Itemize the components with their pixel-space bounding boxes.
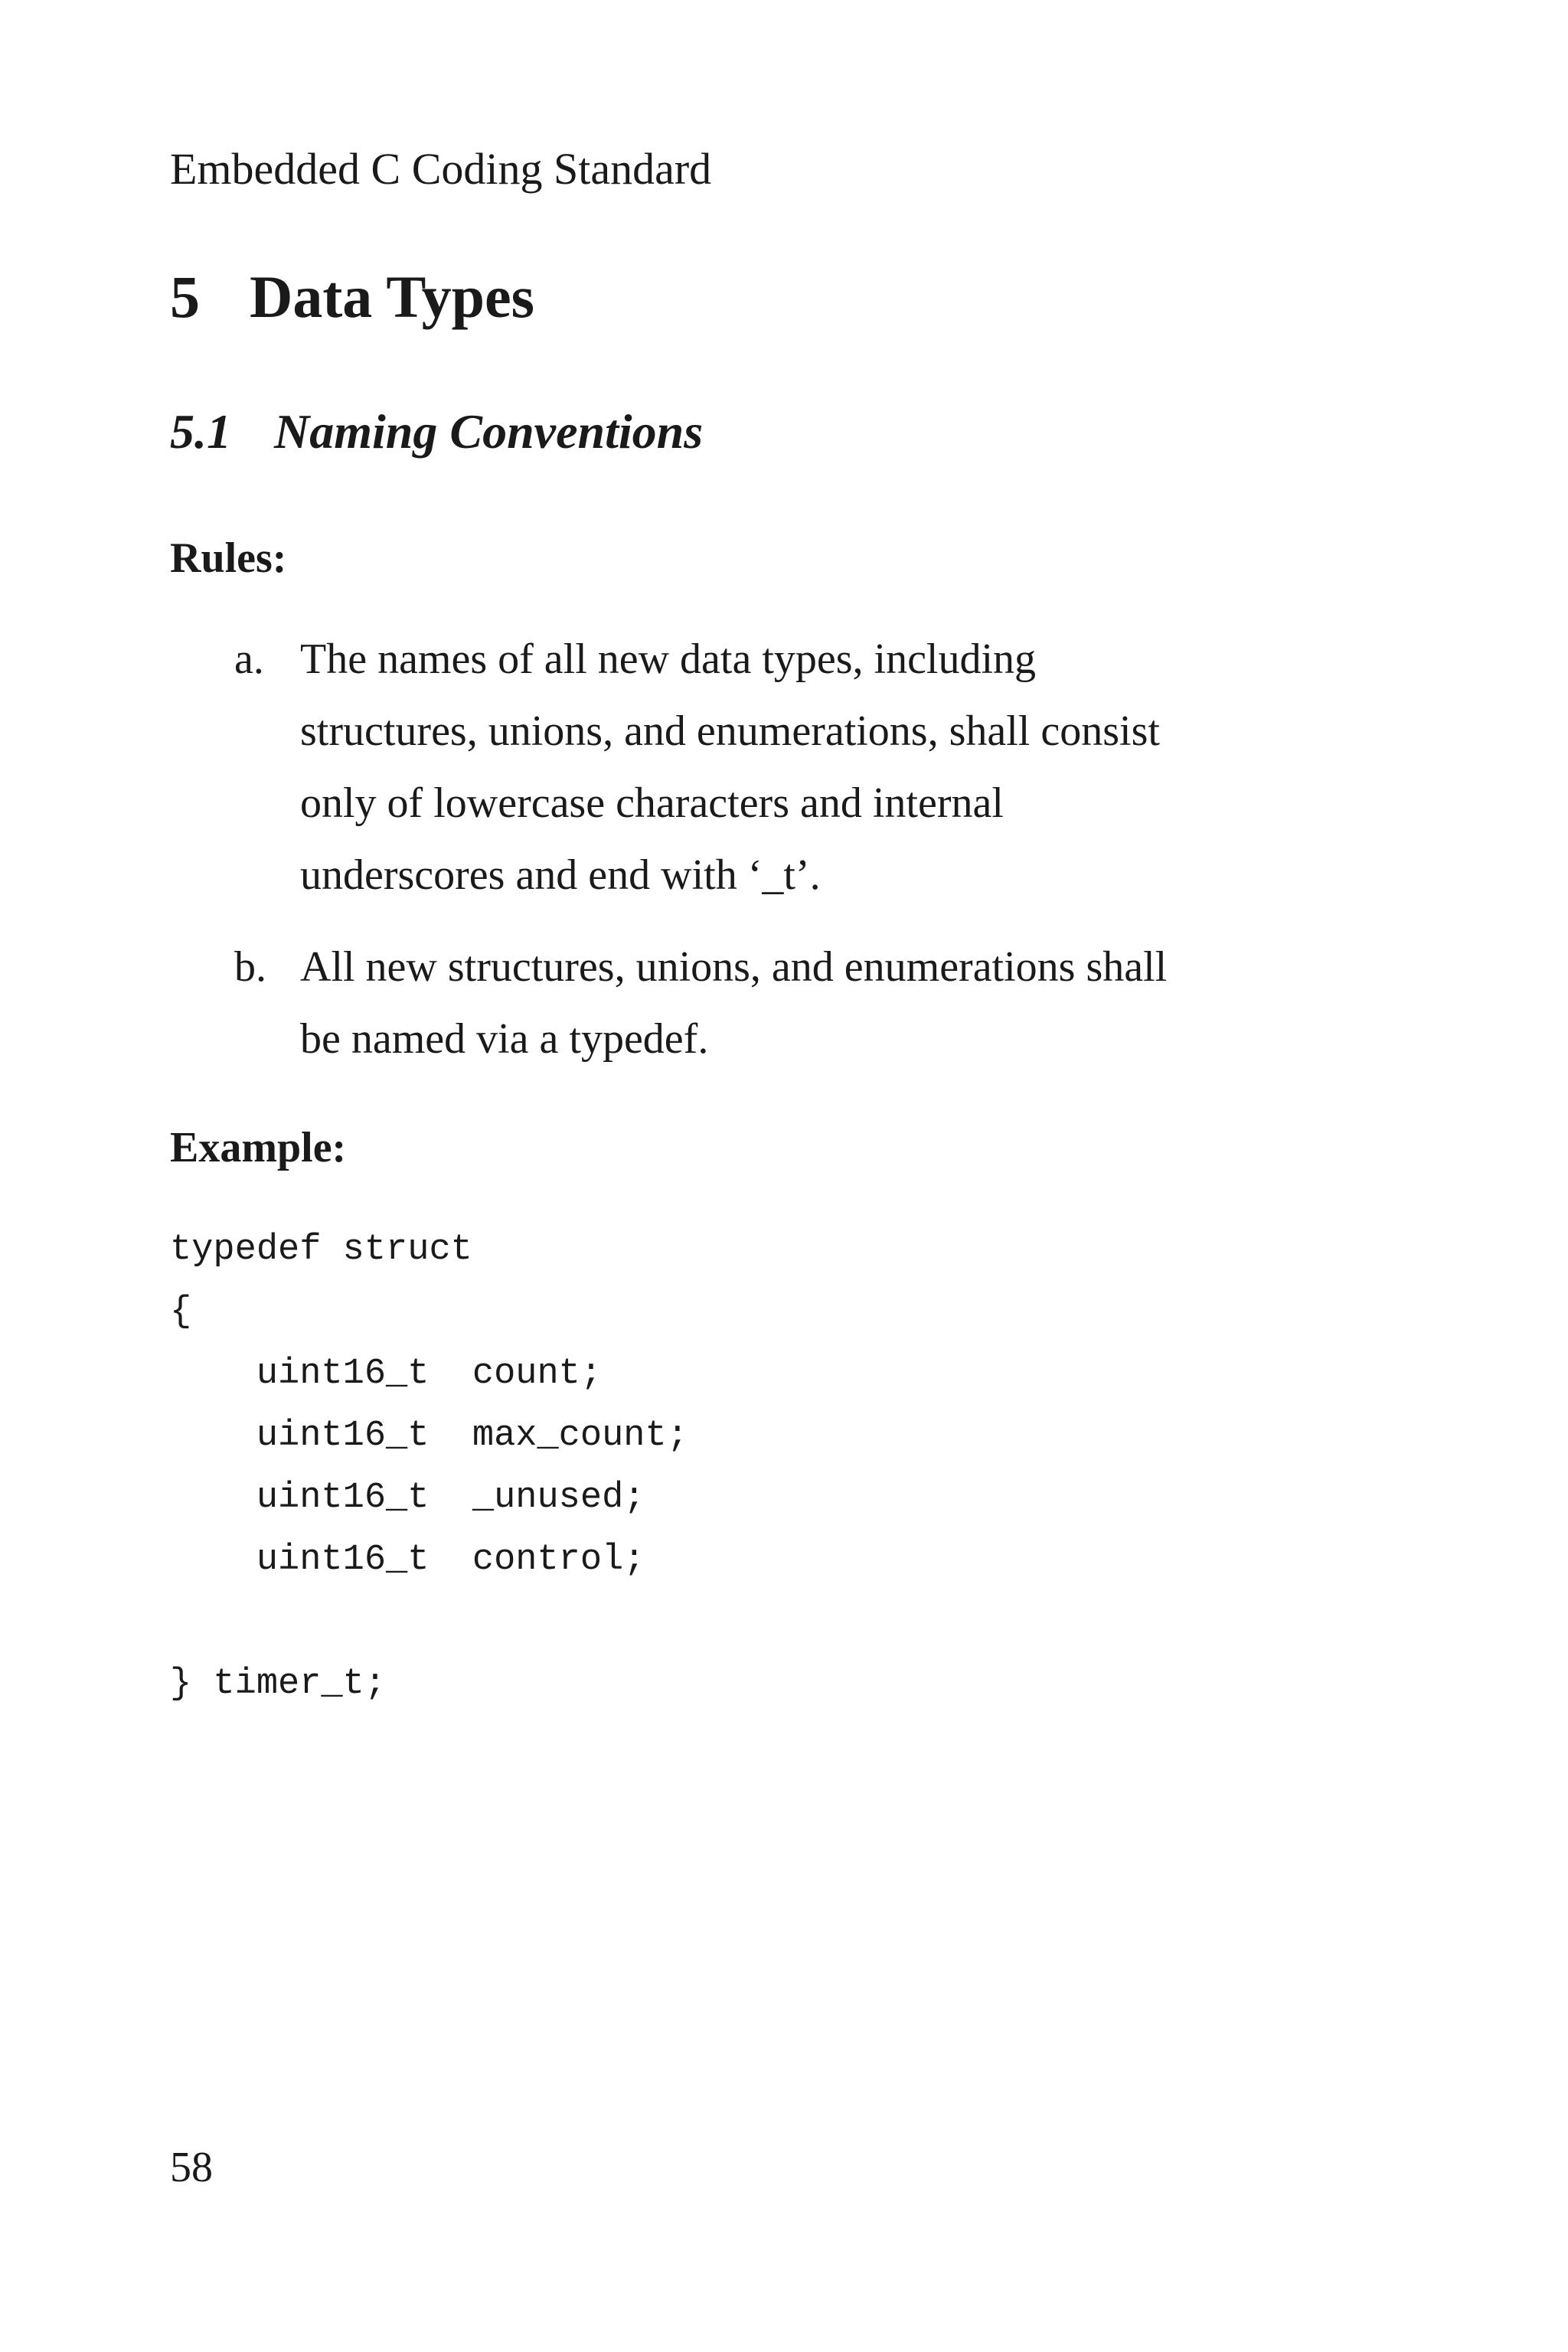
rule-line: All new structures, unions, and enumerations shall	[300, 943, 1168, 991]
code-line: uint16_t max_count;	[170, 1416, 688, 1456]
code-line: uint16_t control;	[170, 1540, 645, 1580]
rule-text	[300, 931, 1326, 1075]
rule-marker: a.	[234, 635, 264, 683]
rules-label: Rules:	[170, 534, 287, 582]
rule-line: structures, unions, and enumerations, shall consist	[300, 707, 1160, 755]
rule-text	[300, 623, 1326, 911]
rule-line: be named via a typedef.	[300, 1015, 709, 1063]
section-title: Naming Conventions	[274, 404, 704, 459]
example-label: Example:	[170, 1124, 347, 1171]
rule-marker: b.	[234, 943, 266, 991]
running-head: Embedded C Coding Standard	[170, 144, 712, 194]
section-number: 5.1	[170, 404, 231, 459]
chapter-title: Data Types	[250, 263, 534, 330]
code-line: } timer_t;	[170, 1664, 387, 1704]
code-example	[170, 1219, 688, 1715]
rule-line: The names of all new data types, including	[300, 635, 1037, 683]
code-line: uint16_t _unused;	[170, 1478, 645, 1518]
section-heading	[170, 401, 703, 462]
chapter-number: 5	[170, 263, 200, 330]
rule-line: underscores and end with ‘_t’.	[300, 851, 821, 899]
code-line: typedef struct	[170, 1230, 472, 1270]
rule-line: only of lowercase characters and internal	[300, 779, 1004, 827]
code-line: uint16_t count;	[170, 1354, 603, 1394]
code-line: {	[170, 1292, 192, 1332]
code-line	[170, 1591, 688, 1653]
page-number: 58	[170, 2144, 213, 2191]
chapter-heading	[170, 260, 534, 334]
